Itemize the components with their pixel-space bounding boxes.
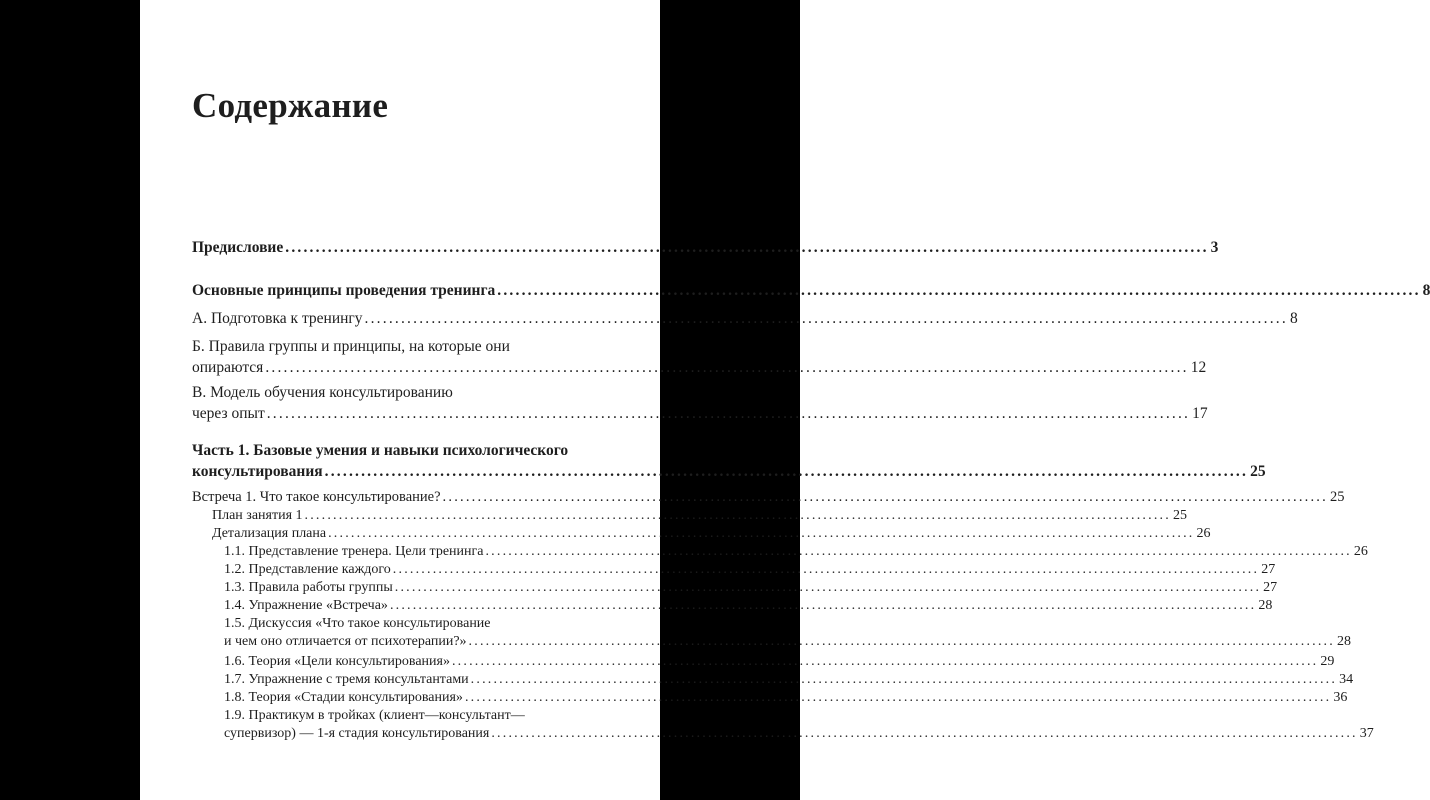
- toc-page-number: 3: [1210, 239, 1219, 256]
- toc-entry-title: Основные принципы проведения тренинга: [192, 282, 496, 299]
- toc-entry-part-1[interactable]: [192, 440, 1266, 482]
- dot-leader: ........................................................................................................................................................: [285, 239, 1209, 256]
- toc-entry-title: План занятия 1: [212, 508, 303, 523]
- toc-page-number: 37: [1359, 726, 1374, 741]
- toc-entry-1-9[interactable]: [224, 707, 1374, 743]
- toc-entry-1-8[interactable]: [224, 689, 1348, 707]
- dot-leader: ........................................................................................................................................................: [468, 634, 1335, 649]
- dot-leader: ........................................................................................................................................................: [485, 544, 1352, 559]
- toc-entry-b[interactable]: [192, 336, 1207, 378]
- toc-entry-1-6[interactable]: [224, 653, 1335, 671]
- toc-page-number: 25: [1172, 508, 1187, 523]
- dot-leader: ........................................................................................................................................................: [394, 580, 1262, 595]
- toc-entry-1-5[interactable]: [224, 615, 1351, 651]
- toc-page-number: 27: [1261, 562, 1276, 577]
- toc-entry-title: Детализация плана: [212, 526, 327, 541]
- toc-entry-title-line-1: 1.5. Дискуссия «Что такое консультирование: [224, 616, 491, 631]
- left-black-margin: [0, 0, 140, 800]
- toc-page-number: 29: [1320, 654, 1335, 669]
- dot-leader: ........................................................................................................................................................: [364, 310, 1288, 327]
- dot-leader: ........................................................................................................................................................: [497, 282, 1421, 299]
- toc-entry-title-line-2: через опыт: [192, 405, 265, 422]
- toc-page-number: 34: [1339, 672, 1354, 687]
- dot-leader: ........................................................................................................................................................: [328, 526, 1195, 541]
- dot-leader: ........................................................................................................................................................: [464, 690, 1332, 705]
- toc-page-number: 28: [1336, 634, 1351, 649]
- toc-page-number: 28: [1258, 598, 1273, 613]
- toc-entry-title-line-1: Б. Правила группы и принципы, на которые они: [192, 338, 510, 355]
- toc-page-number: 17: [1192, 405, 1208, 422]
- dot-leader: ........................................................................................................................................................: [442, 489, 1328, 505]
- dot-leader: ........................................................................................................................................................: [265, 359, 1189, 376]
- dot-leader: ........................................................................................................................................................: [451, 654, 1319, 669]
- toc-entry-title-line-2: консультирования: [192, 463, 323, 480]
- toc-entry-preface[interactable]: [192, 237, 1219, 258]
- dot-leader: ........................................................................................................................................................: [392, 562, 1260, 577]
- toc-entry-title: 1.6. Теория «Цели консультирования»: [224, 654, 450, 669]
- toc-entry-v[interactable]: [192, 382, 1208, 424]
- toc-entry-a[interactable]: [192, 308, 1298, 329]
- toc-entry-1-7[interactable]: [224, 671, 1354, 689]
- toc-entry-title: Предисловие: [192, 239, 284, 256]
- toc-entry-title-line-1: В. Модель обучения консультированию: [192, 384, 453, 401]
- toc-entry-principles[interactable]: [192, 280, 1430, 301]
- toc-entry-title-line-2: опираются: [192, 359, 264, 376]
- toc-entry-lesson-plan-1[interactable]: [212, 507, 1187, 525]
- page-title: Содержание: [192, 86, 389, 125]
- toc-entry-title: 1.8. Теория «Стадии консультирования»: [224, 690, 463, 705]
- toc-page-number: 36: [1333, 690, 1348, 705]
- toc-entry-title-line-2: и чем оно отличается от психотерапии?»: [224, 634, 467, 649]
- dot-leader: ........................................................................................................................................................: [324, 463, 1249, 480]
- toc-entry-1-4[interactable]: [224, 597, 1273, 615]
- dot-leader: ........................................................................................................................................................: [266, 405, 1191, 422]
- toc-page-number: 8: [1289, 310, 1298, 327]
- toc-page-number: 26: [1353, 544, 1368, 559]
- toc-page-number: 12: [1190, 359, 1207, 376]
- toc-entry-title: 1.2. Представление каждого: [224, 562, 391, 577]
- toc-page-number: 25: [1250, 463, 1266, 480]
- dot-leader: ........................................................................................................................................................: [470, 672, 1338, 687]
- toc-entry-title-line-1: Часть 1. Базовые умения и навыки психологического: [192, 442, 569, 459]
- toc-entry-title-line-2: супервизор) — 1-я стадия консультирования: [224, 726, 490, 741]
- toc-entry-title: 1.3. Правила работы группы: [224, 580, 393, 595]
- toc-entry-1-1[interactable]: [224, 543, 1368, 561]
- toc-entry-meeting-1[interactable]: [192, 487, 1345, 508]
- dot-leader: ........................................................................................................................................................: [389, 598, 1257, 613]
- toc-entry-plan-details[interactable]: [212, 525, 1211, 543]
- toc-page-number: 25: [1329, 489, 1345, 505]
- toc-entry-title-line-1: 1.9. Практикум в тройках (клиент—консультант—: [224, 708, 525, 723]
- toc-entry-title: 1.7. Упражнение с тремя консультантами: [224, 672, 469, 687]
- toc-entry-title: Встреча 1. Что такое консультирование?: [192, 489, 441, 505]
- toc-page-number: 27: [1263, 580, 1278, 595]
- toc-entry-1-2[interactable]: [224, 561, 1276, 579]
- dot-leader: ........................................................................................................................................................: [304, 508, 1171, 523]
- toc-entry-title: 1.1. Представление тренера. Цели тренинга: [224, 544, 484, 559]
- toc-entry-1-3[interactable]: [224, 579, 1278, 597]
- dot-leader: ........................................................................................................................................................: [491, 726, 1358, 741]
- toc-entry-title: А. Подготовка к тренингу: [192, 310, 363, 327]
- book-page: [140, 0, 1430, 800]
- toc-page-number: 26: [1196, 526, 1211, 541]
- toc-entry-title: 1.4. Упражнение «Встреча»: [224, 598, 388, 613]
- toc-page-number: 8: [1422, 282, 1430, 299]
